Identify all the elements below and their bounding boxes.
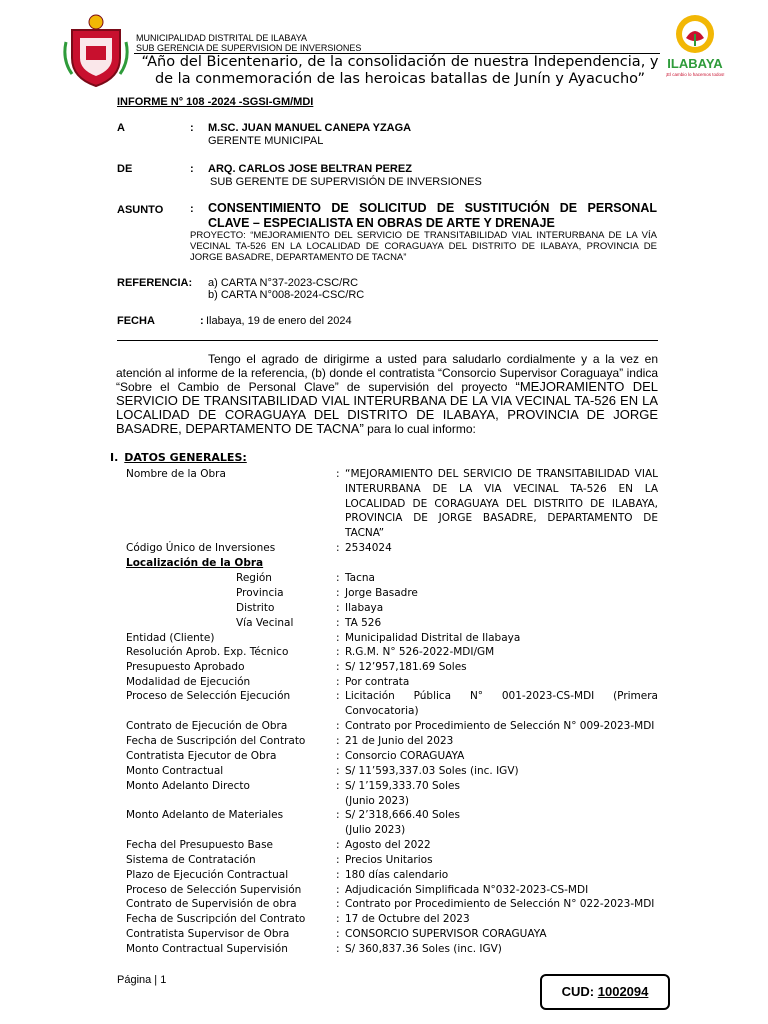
row-value-note: (Junio 2023): [345, 794, 409, 807]
row-value: Municipalidad Distrital de Ilabaya: [345, 632, 521, 644]
row-value: Licitación Pública N° 001-2023-CS-MDI (Primera Convocatoria): [345, 690, 658, 717]
row-colon: :: [336, 839, 340, 851]
row-label: Modalidad de Ejecución: [126, 676, 251, 688]
motto-line-2: de la conmemoración de las heroicas batallas de Junín y Ayacucho”: [154, 71, 646, 87]
row-label: Contrato de Ejecución de Obra: [126, 720, 288, 732]
row-label: Plazo de Ejecución Contractual: [126, 869, 289, 881]
row-label: Resolución Aprob. Exp. Técnico: [126, 646, 289, 658]
to-label: A: [117, 122, 125, 134]
date-value: Ilabaya, 19 de enero del 2024: [206, 315, 352, 327]
row-label: Región: [236, 572, 272, 584]
row-colon: :: [336, 661, 340, 673]
row-label: Monto Contractual Supervisión: [126, 943, 288, 955]
row-colon: :: [336, 602, 340, 614]
from-colon: :: [190, 163, 194, 175]
row-colon: :: [336, 780, 340, 792]
from-role: SUB GERENTE DE SUPERVISIÓN DE INVERSIONES: [210, 176, 482, 188]
ilabaya-brand-logo: [664, 12, 726, 78]
report-number: INFORME N° 108 -2024 -SGSI-GM/MDI: [117, 96, 314, 108]
subgerencia-name: SUB GERENCIA DE SUPERVISION DE INVERSIONES: [136, 43, 362, 53]
row-label: Monto Adelanto de Materiales: [126, 809, 284, 821]
row-label: Fecha de Suscripción del Contrato: [126, 735, 306, 747]
row-colon: :: [336, 943, 340, 955]
row-value: S/ 11’593,337.03 Soles (inc. IGV): [345, 765, 519, 777]
row-colon: :: [336, 854, 340, 866]
row-value: Precios Unitarios: [345, 854, 433, 866]
ilabaya-logo-text: ILABAYA: [667, 56, 723, 71]
row-colon: :: [336, 676, 340, 688]
row-colon: :: [336, 735, 340, 747]
row-label: Contratista Ejecutor de Obra: [126, 750, 277, 762]
cud-box: [540, 974, 670, 1010]
body-project-name: “MEJORAMIENTO DEL SERVICIO DE TRANSITABILIDAD VIAL INTERURBANA DE LA VIA VECINAL TA-526 EN LA LOCALIDAD DE CORAGUAYA DEL DISTRITO DE ILABAYA, PROVINCIA DE JORGE BASADRE, DEPARTAMENTO DE TACNA”: [116, 379, 658, 436]
section-title: DATOS GENERALES:: [124, 451, 247, 464]
row-value: Por contrata: [345, 676, 410, 688]
location-subheading: Localización de la Obra: [126, 557, 264, 569]
body-paragraph: [116, 352, 658, 436]
ilabaya-slogan: ¡El cambio lo hacemos todos!: [665, 72, 725, 77]
subject-project: PROYECTO: “MEJORAMIENTO DEL SERVICIO DE TRANSITABILIDAD VIAL INTERURBANA DE LA VÍA VECINAL TA-526 EN LA LOCALIDAD DE CORAGUAYA DEL DISTRITO DE ILABAYA, PROVINCIA DE JORGE BASADRE, DEPARTAMENTO DE TACNA”: [190, 230, 657, 263]
row-label: Entidad (Cliente): [126, 632, 215, 644]
from-name: ARQ. CARLOS JOSE BELTRAN PEREZ: [208, 163, 412, 175]
row-label: Código Único de Inversiones: [126, 542, 276, 554]
row-value: Contrato por Procedimiento de Selección N° 022-2023-MDI: [345, 898, 655, 910]
subject-colon: :: [190, 203, 194, 215]
municipal-seal-logo: [62, 12, 130, 88]
row-value-note: (Julio 2023): [345, 823, 406, 836]
row-value: 21 de Junio del 2023: [345, 735, 454, 747]
reference-label: REFERENCIA:: [117, 277, 193, 289]
row-label: Contratista Supervisor de Obra: [126, 928, 290, 940]
row-value: Agosto del 2022: [345, 839, 431, 851]
row-label: Proceso de Selección Supervisión: [126, 884, 302, 896]
row-label: Nombre de la Obra: [126, 468, 226, 480]
row-value: TA 526: [345, 617, 382, 629]
date-label: FECHA: [117, 315, 155, 327]
cud-label: CUD:: [561, 984, 595, 999]
row-colon: :: [336, 869, 340, 881]
row-colon: :: [336, 809, 340, 821]
cud-number: 1002094: [597, 984, 649, 999]
row-label: Provincia: [236, 587, 284, 599]
to-name: M.SC. JUAN MANUEL CANEPA YZAGA: [208, 122, 412, 134]
motto-line-1: “Año del Bicentenario, de la consolidación de nuestra Independencia, y: [141, 54, 659, 70]
section-number: I.: [110, 451, 119, 464]
row-value: R.G.M. N° 526-2022-MDI/GM: [345, 646, 495, 658]
row-value: S/ 2’318,666.40 Soles: [345, 809, 460, 821]
to-role: GERENTE MUNICIPAL: [208, 135, 324, 147]
from-label: DE: [117, 163, 133, 175]
row-value: S/ 360,837.36 Soles (inc. IGV): [345, 943, 502, 955]
row-value: CONSORCIO SUPERVISOR CORAGUAYA: [345, 928, 547, 940]
row-colon: :: [336, 587, 340, 599]
row-colon: :: [336, 913, 340, 925]
row-value: S/ 1’159,333.70 Soles: [345, 780, 460, 792]
subject-label: ASUNTO: [117, 204, 164, 216]
row-label: Contrato de Supervisión de obra: [126, 898, 297, 910]
row-label: Fecha del Presupuesto Base: [126, 839, 274, 851]
row-label: Sistema de Contratación: [126, 854, 256, 866]
row-colon: :: [336, 690, 340, 702]
reference-b: b) CARTA N°008-2024-CSC/RC: [208, 289, 365, 301]
row-colon: :: [336, 884, 340, 896]
row-label: Proceso de Selección Ejecución: [126, 690, 291, 702]
row-value: Ilabaya: [345, 602, 384, 614]
row-colon: :: [336, 572, 340, 584]
row-value: S/ 12’957,181.69 Soles: [345, 661, 467, 673]
row-value: Jorge Basadre: [345, 587, 418, 599]
row-colon: :: [336, 720, 340, 732]
page-number: Página | 1: [117, 974, 167, 986]
row-label: Vía Vecinal: [236, 617, 294, 629]
body-closing: para lo cual informo:: [367, 422, 476, 436]
row-colon: :: [336, 765, 340, 777]
row-colon: :: [336, 542, 340, 554]
reference-a: a) CARTA N°37-2023-CSC/RC: [208, 277, 359, 289]
row-colon: :: [336, 617, 340, 629]
row-value: Contrato por Procedimiento de Selección N° 009-2023-MDI: [345, 720, 655, 732]
row-colon: :: [336, 632, 340, 644]
row-colon: :: [336, 468, 340, 480]
year-motto: [140, 54, 660, 88]
row-value: Tacna: [345, 572, 375, 584]
row-value: Consorcio CORAGUAYA: [345, 750, 465, 762]
row-colon: :: [336, 928, 340, 940]
row-value: “MEJORAMIENTO DEL SERVICIO DE TRANSITABILIDAD VIAL INTERURBANA DE LA VIA VECINAL TA-526 EN LA LOCALIDAD DE CORAGUAYA DEL DISTRITO DE ILABAYA, PROVINCIA DE JORGE BASADRE, DEPARTAMENTO DE TACNA”: [345, 468, 658, 540]
date-colon: :: [200, 315, 204, 327]
section-heading: [110, 451, 247, 464]
to-colon: :: [190, 122, 194, 134]
row-label: Presupuesto Aprobado: [126, 661, 245, 673]
row-label: Monto Adelanto Directo: [126, 780, 250, 792]
body-intro: Tengo el agrado de dirigirme a usted para saludarlo cordialmente y a la vez en atención al informe de la referencia, (b) donde el contratista “Consorcio Supervisor Coraguaya” indica “Sobre el Cambio de Personal Clave” de supervisión del proyecto: [116, 352, 658, 394]
row-colon: :: [336, 750, 340, 762]
row-value: 2534024: [345, 542, 392, 554]
row-label: Distrito: [236, 602, 275, 614]
row-label: Fecha de Suscripción del Contrato: [126, 913, 306, 925]
row-label: Monto Contractual: [126, 765, 224, 777]
row-value: Adjudicación Simplificada N°032-2023-CS-MDI: [345, 884, 589, 896]
row-colon: :: [336, 646, 340, 658]
row-value: 180 días calendario: [345, 869, 449, 881]
header-separator: [117, 340, 658, 341]
row-colon: :: [336, 898, 340, 910]
municipality-name: MUNICIPALIDAD DISTRITAL DE ILABAYA: [136, 33, 308, 43]
row-value: 17 de Octubre del 2023: [345, 913, 470, 925]
subject-title: CONSENTIMIENTO DE SOLICITUD DE SUSTITUCIÓN DE PERSONAL CLAVE – ESPECIALISTA EN OBRAS DE ARTE Y DRENAJE: [208, 201, 657, 230]
